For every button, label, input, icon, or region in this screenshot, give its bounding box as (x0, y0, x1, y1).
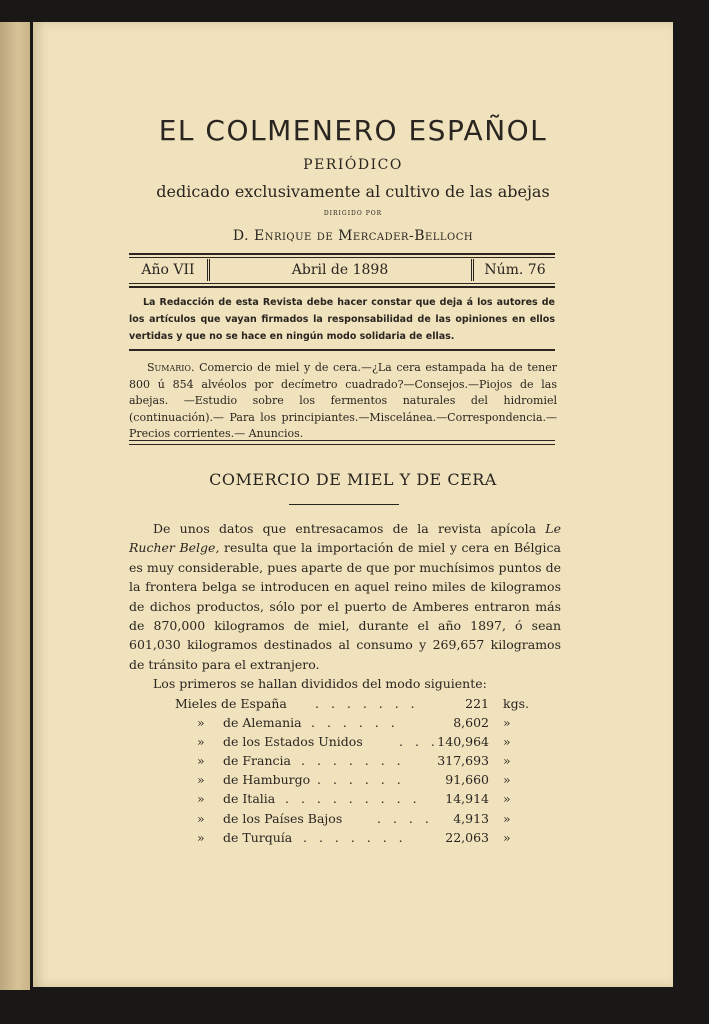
row-value: 22,063 (445, 829, 489, 845)
table-row (173, 751, 523, 770)
leader-dots: . . . . . . (311, 715, 399, 731)
row-unit: » (503, 829, 511, 845)
ditto-mark: » (197, 791, 205, 807)
issue-number: Núm. 76 (484, 262, 546, 278)
row-value: 8,602 (453, 715, 489, 731)
ditto-mark: » (197, 772, 205, 788)
ditto-mark: » (197, 829, 205, 845)
article-body (129, 519, 561, 694)
leader-dots: . . . . . . . (303, 829, 407, 845)
journal-tagline: dedicado exclusivamente al cultivo de las abejas (156, 182, 550, 201)
journal-title: EL COLMENERO ESPAÑOL (158, 114, 548, 147)
row-value: 221 (465, 696, 489, 711)
row-unit: » (503, 753, 511, 769)
issue-info-bar (129, 260, 555, 280)
summary-rule (129, 440, 555, 441)
row-unit: kgs. (503, 696, 529, 711)
row-label: de Turquía (223, 829, 293, 845)
header-rule-bottom-thin (129, 283, 555, 284)
row-value: 140,964 (437, 734, 489, 750)
article-title: COMERCIO DE MIEL Y DE CERA (209, 470, 497, 489)
ditto-mark: » (197, 810, 205, 826)
article-paragraph: Los primeros se hallan divididos del modo siguiente: (153, 676, 487, 692)
row-unit: » (503, 810, 511, 826)
ditto-mark: » (197, 753, 205, 769)
table-row (173, 770, 523, 789)
directed-by-label: DIRIGIDO POR (323, 210, 383, 217)
table-row (173, 809, 523, 828)
table-row (173, 732, 523, 751)
issue-year: Año VII (141, 262, 195, 278)
row-label: de los Países Bajos (223, 810, 343, 826)
row-label: de Hamburgo (223, 772, 311, 788)
leader-dots: . . . . . . (317, 772, 405, 788)
issue-date: Abril de 1898 (291, 262, 389, 278)
row-value: 14,914 (445, 791, 489, 807)
header-rule-top-thin (129, 257, 555, 258)
row-label: Mieles de España (175, 696, 287, 711)
journal-page (33, 22, 673, 987)
leader-dots: . . . . . . . (301, 753, 405, 769)
row-label: de Francia (223, 753, 291, 769)
row-unit: » (503, 772, 511, 788)
row-label: de Alemania (223, 715, 302, 731)
summary-label: Sumario. (147, 361, 195, 374)
leader-dots: . . . . (377, 810, 433, 826)
leader-dots: . . . (399, 734, 439, 750)
summary-text: Comercio de miel y de cera.—¿La cera estampada ha de tener 800 ú 854 alvéolos por decímetro cuadrado?—Consejos.—Piojos de las abejas. —Estudio sobre los fermentos naturales del hidromiel (continuación).— Para los principiantes.—Miscelánea.—Correspondencia.—Precios corrientes.— Anuncios. (129, 361, 557, 440)
header-rule-bottom (129, 286, 555, 288)
journal-reference: Le Rucher Belge, (129, 521, 561, 556)
title-underline (289, 504, 399, 505)
table-row (173, 713, 523, 732)
row-label: de los Estados Unidos (223, 734, 363, 750)
leader-dots: . . . . . . . . . (285, 791, 421, 807)
summary-rule-double (129, 444, 555, 445)
row-value: 317,693 (437, 753, 489, 769)
summary (129, 360, 557, 443)
row-value: 91,660 (445, 772, 489, 788)
article-paragraph: De unos datos que entresacamos de la revista apícola Le Rucher Belge, resulta que la importación de miel y cera en Bélgica es muy considerable, pues aparte de que por muchísimos puntos de la frontera belga se introducen en aquel reino miles de kilogramos de dichos productos, sólo por el puerto de Amberes entraron más de 870,000 kilogramos de miel, durante el año 1897, ó sean 601,030 kilogramos destinados al consumo y 269,657 kilogramos de tránsito para el extranjero. (129, 521, 561, 672)
header-rule-top (129, 253, 555, 255)
editorial-notice: La Redacción de esta Revista debe hacer constar que deja á los autores de los artículos que vayan firmados la responsabilidad de las opiniones en ellos vertidas y que no se hace en ningún modo solidaria de ellas. (129, 297, 555, 342)
adjacent-page-edge (0, 22, 30, 990)
row-value: 4,913 (453, 810, 489, 826)
row-label: de Italia (223, 791, 276, 807)
notice-rule (129, 349, 555, 351)
honey-imports-table (173, 694, 529, 847)
director-name: D. Enrique de Mercader-Belloch (232, 228, 474, 244)
row-unit: » (503, 715, 511, 731)
issue-divider (207, 259, 210, 281)
ditto-mark: » (197, 715, 205, 731)
row-unit: » (503, 734, 511, 750)
journal-subtitle: PERIÓDICO (303, 157, 403, 173)
table-row (173, 789, 523, 808)
table-row (173, 694, 529, 713)
issue-divider (471, 259, 474, 281)
row-unit: » (503, 791, 511, 807)
ditto-mark: » (197, 734, 205, 750)
leader-dots: . . . . . . . (315, 696, 419, 711)
table-row (173, 828, 523, 847)
